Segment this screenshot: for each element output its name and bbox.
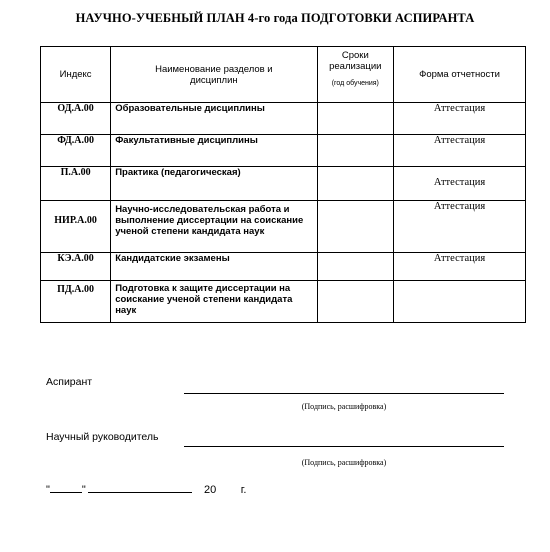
row-name: Факультативные дисциплины: [111, 135, 317, 167]
date-open-quote: ": [46, 484, 50, 496]
month-blank: [88, 492, 192, 493]
row-name: Практика (педагогическая): [111, 167, 317, 201]
table-row: [41, 281, 526, 323]
year-suffix: г.: [240, 484, 247, 496]
date-close-quote: ": [81, 484, 86, 496]
day-blank: [50, 492, 82, 493]
row-form: Аттестация: [394, 135, 526, 167]
row-form: Аттестация: [394, 201, 526, 253]
aspirant-signature-caption: (Подпись, расшифровка): [301, 402, 387, 411]
row-name: Научно-исследовательская работа и выполнение диссертации на соискание ученой степени кандидата наук: [111, 201, 317, 253]
table-header-row: [41, 47, 526, 103]
header-term-line1: Сроки: [341, 50, 369, 61]
year-prefix: 20: [204, 484, 217, 496]
date-line: [46, 484, 246, 496]
aspirant-signature-line: [184, 393, 504, 394]
header-index-label: Индекс: [59, 69, 92, 80]
header-index: [41, 47, 111, 103]
table-row: [41, 135, 526, 167]
row-term: [317, 281, 394, 323]
aspirant-label: Аспирант: [46, 376, 93, 388]
row-index: ФД.А.00: [41, 135, 111, 167]
supervisor-label: Научный руководитель: [46, 431, 159, 443]
row-index: КЭ.А.00: [41, 253, 111, 281]
header-term: [317, 47, 394, 103]
row-index: ПД.А.00: [41, 281, 111, 323]
header-name: [111, 47, 317, 103]
row-term: [317, 135, 394, 167]
row-index: П.А.00: [41, 167, 111, 201]
table-row: [41, 201, 526, 253]
table-row: [41, 103, 526, 135]
row-term: [317, 253, 394, 281]
header-name-line2: дисциплин: [190, 74, 238, 86]
row-term: [317, 103, 394, 135]
row-term: [317, 201, 394, 253]
row-term: [317, 167, 394, 201]
row-index: ОД.А.00: [41, 103, 111, 135]
header-name-line1: Наименование разделов и: [155, 63, 273, 75]
row-form: Аттестация: [394, 253, 526, 281]
row-index: НИР.А.00: [41, 201, 111, 253]
row-name: Кандидатские экзамены: [111, 253, 317, 281]
table-row: [41, 253, 526, 281]
row-form: [394, 281, 526, 323]
header-term-line2: реализации: [329, 61, 382, 72]
header-term-sub: (год обучения): [331, 80, 379, 87]
table-row: [41, 167, 526, 201]
row-name: Подготовка к защите диссертации на соискание ученой степени кандидата наук: [111, 281, 317, 323]
header-form-label: Форма отчетности: [419, 69, 500, 80]
row-form: Аттестация: [394, 103, 526, 135]
row-form: Аттестация: [394, 167, 526, 201]
row-name: Образовательные дисциплины: [111, 103, 317, 135]
document-title: НАУЧНО-УЧЕБНЫЙ ПЛАН 4-го года ПОДГОТОВКИ АСПИРАНТА: [75, 11, 475, 25]
supervisor-signature-line: [184, 446, 504, 447]
supervisor-signature-caption: (Подпись, расшифровка): [301, 458, 387, 467]
header-form: [394, 47, 526, 103]
study-plan-table: [40, 46, 526, 323]
